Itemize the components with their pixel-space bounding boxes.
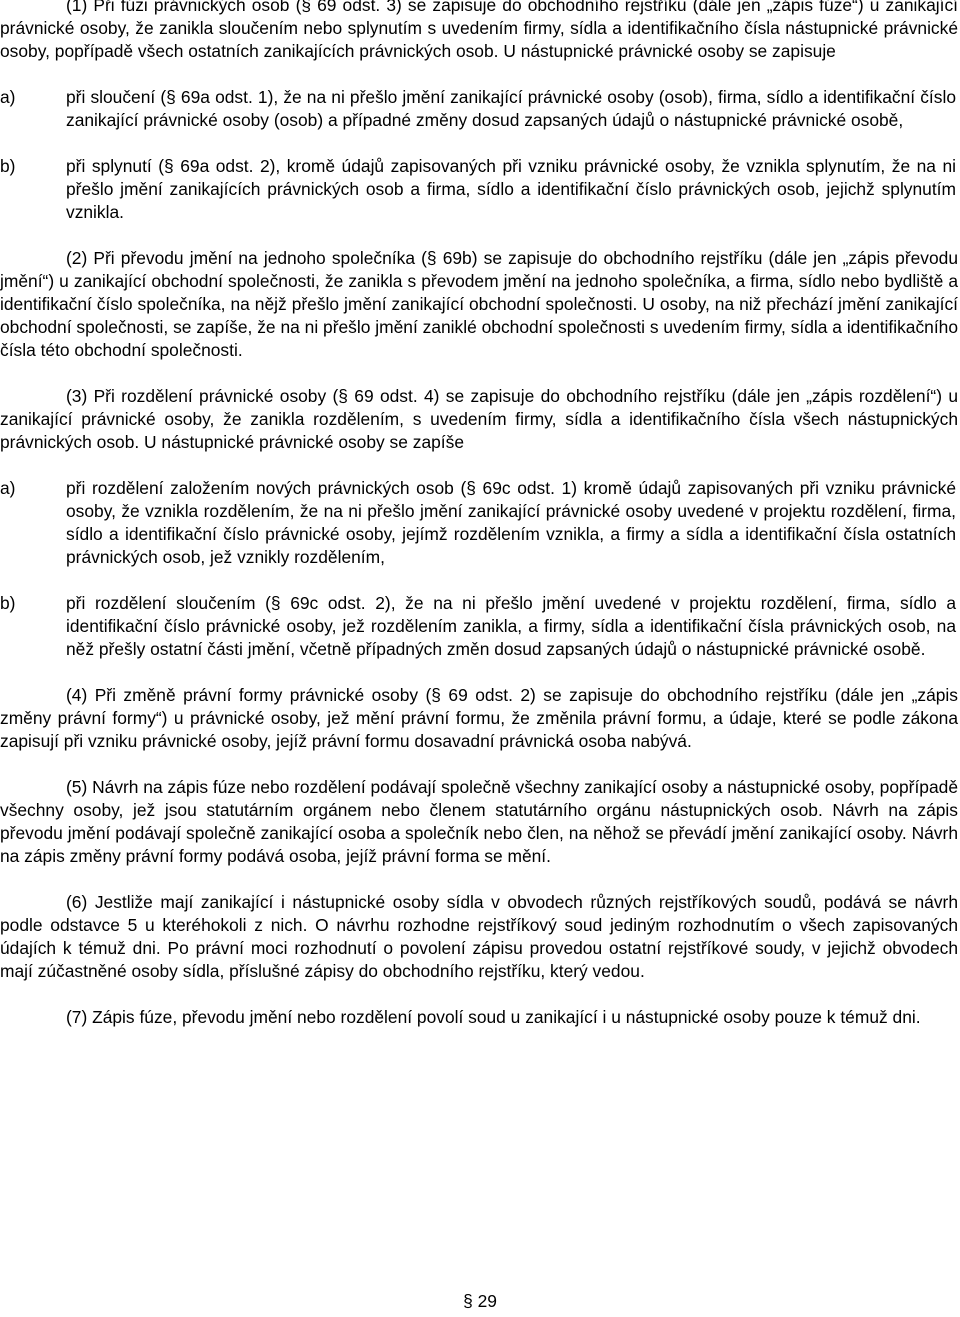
- spacer: [0, 362, 960, 385]
- list-item-1b: [0, 155, 956, 224]
- paragraph-1: (1) Při fúzi právnických osob (§ 69 odst. 3) se zapisuje do obchodního rejstříku (dále jen „zápis fúze“) u zanikající právnické osoby, že zanikla sloučením nebo splynutím s uvedením firmy, sídla a identifikačního čísla nástupnické právnické osoby, popřípadě všech ostatních zanikajících právnických osob. U nástupnické právnické osoby se zapisuje: [0, 0, 958, 61]
- list-item-3b: [0, 592, 956, 661]
- list-marker: a): [0, 478, 16, 498]
- spacer: [0, 569, 960, 592]
- spacer: [0, 661, 960, 684]
- paragraph-7: (7) Zápis fúze, převodu jmění nebo rozdělení povolí soud u zanikající i u nástupnické osoby pouze k témuž dni.: [66, 1007, 921, 1027]
- list-marker: b): [0, 156, 16, 176]
- list-item-1a: [0, 86, 956, 132]
- list-marker: b): [0, 593, 16, 613]
- list-item-text: při sloučení (§ 69a odst. 1), že na ni přešlo jmění zanikající právnické osoby (osob), firma, sídlo a identifikační číslo zanikající právnické osoby (osob) a případné změny dosud zapsaných údajů o nástupnické právnické osobě,: [66, 87, 956, 130]
- paragraph-3: (3) Při rozdělení právnické osoby (§ 69 odst. 4) se zapisuje do obchodního rejstříku (dále jen „zápis rozdělení“) u zanikající právnické osoby, že zanikla rozdělením, s uvedením firmy, sídla a identifikačního čísla všech nástupnických právnických osob. U nástupnické právnické osoby se zapíše: [0, 386, 958, 452]
- spacer: [0, 224, 960, 247]
- paragraph-2: (2) Při převodu jmění na jednoho společníka (§ 69b) se zapisuje do obchodního rejstříku (dále jen „zápis převodu jmění“) u zanikající obchodní společnosti, že zanikla s převodem jmění na jednoho společníka, a firma, sídlo nebo bydliště a identifikační číslo společníka, na nějž přešlo jmění zanikající obchodní společnosti. U osoby, na niž přechází jmění zanikající obchodní společnosti, se zapíše, že na ni přešlo jmění zaniklé obchodní společnosti s uvedením firmy, sídla a identifikačního čísla této obchodní společnosti.: [0, 248, 958, 360]
- page-number: [0, 1290, 960, 1313]
- spacer: [0, 868, 960, 891]
- paragraph-4: (4) Při změně právní formy právnické osoby (§ 69 odst. 2) se zapisuje do obchodního rejstříku (dále jen „zápis změny právní formy“) u právnické osoby, jež mění právní formu, že změnila právní formu, a údaje, které se podle zákona zapisují při vzniku právnické osoby, jejíž právní formu dosavadní právnická osoba nabývá.: [0, 685, 958, 751]
- spacer: [0, 132, 960, 155]
- list-marker: a): [0, 87, 16, 107]
- paragraph-6: (6) Jestliže mají zanikající i nástupnické osoby sídla v obvodech různých rejstříkových soudů, podává se návrh podle odstavce 5 u kteréhokoli z nich. O návrhu rozhodne rejstříkový soud jediným rozhodnutím o všech zapisovaných údajích k témuž dni. Po právní moci rozhodnutí o povolení zápisu provedou ostatní rejstříkové soudy, v jejichž obvodech mají zúčastněné osoby sídla, příslušné zápisy do obchodního rejstříku, který vedou.: [0, 892, 958, 981]
- spacer: [0, 63, 960, 86]
- list-item-text: při splynutí (§ 69a odst. 2), kromě údajů zapisovaných při vzniku právnické osoby, že vznikla splynutím, že na ni přešlo jmění zanikajících právnických osob a firma, sídlo a identifikační číslo právnických osob, jejichž splynutím vznikla.: [66, 156, 956, 222]
- page-number-text: § 29: [463, 1291, 497, 1311]
- spacer: [0, 454, 960, 477]
- list-item-text: při rozdělení založením nových právnických osob (§ 69c odst. 1) kromě údajů zapisovaných při vzniku právnické osoby, že vznikla rozdělením, že na ni přešlo jmění zanikající právnické osoby uvedené v projektu rozdělení, firma, sídlo a identifikační číslo právnické osoby, jejímž rozdělením vznikla, a firmy a sídla a identifikační čísla ostatních právnických osob, jež vznikly rozdělením,: [66, 478, 956, 567]
- spacer: [0, 753, 960, 776]
- list-item-3a: [0, 477, 956, 569]
- list-item-text: při rozdělení sloučením (§ 69c odst. 2), že na ni přešlo jmění uvedené v projektu rozdělení, firma, sídlo a identifikační číslo právnické osoby, jež rozdělením zanikla, a firmy, sídla a identifikační čísla právnických osob, na něž přešly ostatní části jmění, včetně případných změn dosud zapsaných údajů o nástupnické právnické osobě.: [66, 593, 956, 659]
- spacer: [0, 983, 960, 1006]
- paragraph-5: (5) Návrh na zápis fúze nebo rozdělení podávají společně všechny zanikající osoby a nástupnické osoby, popřípadě všechny osoby, jež jsou statutárním orgánem nebo členem statutárního orgánu nástupnických osob. Návrh na zápis převodu jmění podávají společně zanikající osoba a společník nebo člen, na něhož se převádí jmění zanikající osoby. Návrh na zápis změny právní formy podává osoba, jejíž právní forma se mění.: [0, 777, 958, 866]
